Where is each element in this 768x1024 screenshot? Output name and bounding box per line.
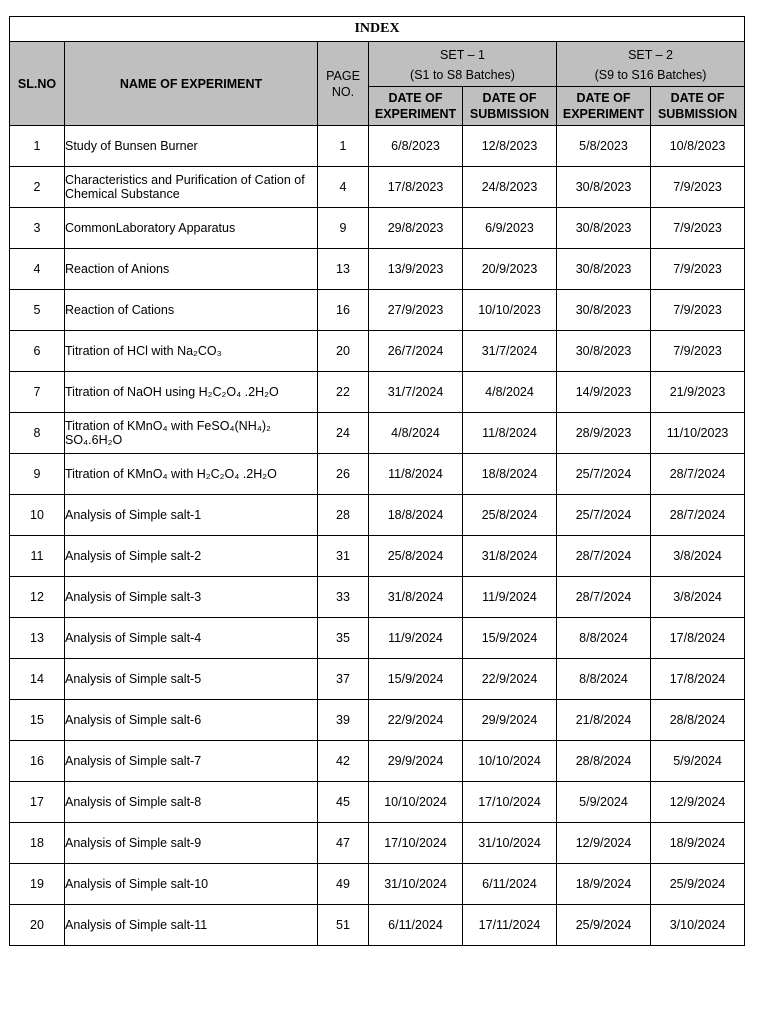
set-1-batches: (S1 to S8 Batches) <box>410 68 515 82</box>
row-experiment-name: Analysis of Simple salt-4 <box>65 618 318 659</box>
row-set-1-date-of-experiment: 13/9/2023 <box>369 249 463 290</box>
row-set-1-date-of-submission: 6/11/2024 <box>463 864 557 905</box>
row-set-1-date-of-submission: 31/10/2024 <box>463 823 557 864</box>
row-experiment-name: Titration of HCl with Na₂CO₃ <box>65 331 318 372</box>
row-set-1-date-of-experiment: 31/10/2024 <box>369 864 463 905</box>
row-set-1-date-of-experiment: 25/8/2024 <box>369 536 463 577</box>
row-page-no: 22 <box>318 372 369 413</box>
row-set-1-date-of-submission: 31/8/2024 <box>463 536 557 577</box>
row-set-2-date-of-submission: 5/9/2024 <box>651 741 745 782</box>
row-sl-no: 3 <box>10 208 65 249</box>
row-set-1-date-of-submission: 11/8/2024 <box>463 413 557 454</box>
row-page-no: 31 <box>318 536 369 577</box>
set-2-date-of-submission: DATE OF SUBMISSION <box>651 87 745 126</box>
row-experiment-name: Analysis of Simple salt-10 <box>65 864 318 905</box>
row-sl-no: 2 <box>10 167 65 208</box>
row-page-no: 26 <box>318 454 369 495</box>
table-row <box>10 372 745 413</box>
row-set-2-date-of-submission: 28/8/2024 <box>651 700 745 741</box>
row-set-1-date-of-experiment: 11/8/2024 <box>369 454 463 495</box>
row-page-no: 13 <box>318 249 369 290</box>
row-set-1-date-of-experiment: 27/9/2023 <box>369 290 463 331</box>
row-set-1-date-of-submission: 12/8/2023 <box>463 126 557 167</box>
table-row <box>10 782 745 823</box>
table-row <box>10 741 745 782</box>
row-page-no: 28 <box>318 495 369 536</box>
row-set-1-date-of-experiment: 6/8/2023 <box>369 126 463 167</box>
row-set-1-date-of-experiment: 17/10/2024 <box>369 823 463 864</box>
row-set-2-date-of-experiment: 5/8/2023 <box>557 126 651 167</box>
row-set-1-date-of-experiment: 4/8/2024 <box>369 413 463 454</box>
row-sl-no: 10 <box>10 495 65 536</box>
row-experiment-name: Analysis of Simple salt-2 <box>65 536 318 577</box>
row-page-no: 4 <box>318 167 369 208</box>
set-2-date-of-experiment: DATE OF EXPERIMENT <box>557 87 651 126</box>
row-experiment-name: Analysis of Simple salt-6 <box>65 700 318 741</box>
table-row <box>10 413 745 454</box>
row-set-2-date-of-experiment: 28/9/2023 <box>557 413 651 454</box>
row-set-2-date-of-experiment: 5/9/2024 <box>557 782 651 823</box>
row-sl-no: 4 <box>10 249 65 290</box>
row-set-1-date-of-experiment: 18/8/2024 <box>369 495 463 536</box>
row-set-1-date-of-submission: 10/10/2023 <box>463 290 557 331</box>
row-set-1-date-of-submission: 11/9/2024 <box>463 577 557 618</box>
row-set-2-date-of-experiment: 30/8/2023 <box>557 249 651 290</box>
row-set-2-date-of-experiment: 18/9/2024 <box>557 864 651 905</box>
set-2-title: SET – 2 <box>628 48 673 62</box>
table-row <box>10 331 745 372</box>
set-1-title: SET – 1 <box>440 48 485 62</box>
row-set-2-date-of-submission: 12/9/2024 <box>651 782 745 823</box>
row-experiment-name: Analysis of Simple salt-11 <box>65 905 318 946</box>
row-experiment-name: Analysis of Simple salt-1 <box>65 495 318 536</box>
table-row <box>10 454 745 495</box>
set-2-batches: (S9 to S16 Batches) <box>594 68 707 82</box>
table-body <box>10 126 745 946</box>
header-set-1 <box>369 42 557 87</box>
row-set-2-date-of-experiment: 25/7/2024 <box>557 495 651 536</box>
row-set-1-date-of-submission: 25/8/2024 <box>463 495 557 536</box>
row-set-1-date-of-experiment: 15/9/2024 <box>369 659 463 700</box>
row-set-2-date-of-submission: 7/9/2023 <box>651 208 745 249</box>
row-sl-no: 14 <box>10 659 65 700</box>
row-sl-no: 15 <box>10 700 65 741</box>
table-row <box>10 905 745 946</box>
index-title: INDEX <box>10 17 745 42</box>
table-row <box>10 290 745 331</box>
table-row <box>10 823 745 864</box>
table-row <box>10 167 745 208</box>
row-experiment-name: Titration of KMnO₄ with FeSO₄(NH₄)₂ SO₄.6H₂O <box>65 413 318 454</box>
row-sl-no: 6 <box>10 331 65 372</box>
index-table <box>9 16 745 946</box>
row-sl-no: 8 <box>10 413 65 454</box>
row-page-no: 49 <box>318 864 369 905</box>
row-sl-no: 18 <box>10 823 65 864</box>
row-experiment-name: Analysis of Simple salt-7 <box>65 741 318 782</box>
row-page-no: 47 <box>318 823 369 864</box>
table-row <box>10 618 745 659</box>
row-set-2-date-of-experiment: 28/7/2024 <box>557 577 651 618</box>
table-row <box>10 864 745 905</box>
row-set-2-date-of-submission: 18/9/2024 <box>651 823 745 864</box>
row-set-1-date-of-submission: 18/8/2024 <box>463 454 557 495</box>
row-set-1-date-of-submission: 6/9/2023 <box>463 208 557 249</box>
row-set-1-date-of-experiment: 6/11/2024 <box>369 905 463 946</box>
row-experiment-name: Analysis of Simple salt-5 <box>65 659 318 700</box>
row-experiment-name: Characteristics and Purification of Cation of Chemical Substance <box>65 167 318 208</box>
row-sl-no: 1 <box>10 126 65 167</box>
table-row <box>10 700 745 741</box>
row-experiment-name: Analysis of Simple salt-8 <box>65 782 318 823</box>
set-1-date-of-submission: DATE OF SUBMISSION <box>463 87 557 126</box>
row-sl-no: 12 <box>10 577 65 618</box>
row-set-2-date-of-experiment: 12/9/2024 <box>557 823 651 864</box>
row-set-1-date-of-submission: 10/10/2024 <box>463 741 557 782</box>
row-set-2-date-of-submission: 17/8/2024 <box>651 618 745 659</box>
row-set-2-date-of-experiment: 21/8/2024 <box>557 700 651 741</box>
row-set-1-date-of-submission: 29/9/2024 <box>463 700 557 741</box>
row-set-2-date-of-experiment: 25/7/2024 <box>557 454 651 495</box>
header-experiment-name: NAME OF EXPERIMENT <box>65 42 318 126</box>
row-set-1-date-of-experiment: 11/9/2024 <box>369 618 463 659</box>
row-set-2-date-of-submission: 3/10/2024 <box>651 905 745 946</box>
row-experiment-name: Titration of NaOH using H₂C₂O₄ .2H₂O <box>65 372 318 413</box>
row-experiment-name: Titration of KMnO₄ with H₂C₂O₄ .2H₂O <box>65 454 318 495</box>
row-set-2-date-of-submission: 7/9/2023 <box>651 167 745 208</box>
set-1-date-of-experiment: DATE OF EXPERIMENT <box>369 87 463 126</box>
row-page-no: 20 <box>318 331 369 372</box>
row-set-2-date-of-submission: 3/8/2024 <box>651 577 745 618</box>
row-page-no: 42 <box>318 741 369 782</box>
row-set-2-date-of-experiment: 30/8/2023 <box>557 290 651 331</box>
row-set-2-date-of-experiment: 14/9/2023 <box>557 372 651 413</box>
table-row <box>10 659 745 700</box>
row-set-1-date-of-submission: 17/10/2024 <box>463 782 557 823</box>
row-set-1-date-of-experiment: 17/8/2023 <box>369 167 463 208</box>
row-sl-no: 9 <box>10 454 65 495</box>
row-set-2-date-of-submission: 11/10/2023 <box>651 413 745 454</box>
header-slno: SL.NO <box>10 42 65 126</box>
row-set-1-date-of-experiment: 10/10/2024 <box>369 782 463 823</box>
row-set-1-date-of-experiment: 31/7/2024 <box>369 372 463 413</box>
row-set-2-date-of-experiment: 28/8/2024 <box>557 741 651 782</box>
row-set-2-date-of-submission: 21/9/2023 <box>651 372 745 413</box>
row-set-2-date-of-experiment: 30/8/2023 <box>557 331 651 372</box>
row-set-1-date-of-submission: 4/8/2024 <box>463 372 557 413</box>
row-set-1-date-of-experiment: 31/8/2024 <box>369 577 463 618</box>
row-sl-no: 16 <box>10 741 65 782</box>
row-set-1-date-of-experiment: 29/8/2023 <box>369 208 463 249</box>
table-row <box>10 208 745 249</box>
row-experiment-name: Analysis of Simple salt-3 <box>65 577 318 618</box>
row-set-1-date-of-submission: 15/9/2024 <box>463 618 557 659</box>
row-set-2-date-of-submission: 7/9/2023 <box>651 331 745 372</box>
row-set-1-date-of-experiment: 26/7/2024 <box>369 331 463 372</box>
table-row <box>10 126 745 167</box>
row-set-2-date-of-submission: 28/7/2024 <box>651 454 745 495</box>
row-page-no: 39 <box>318 700 369 741</box>
row-set-1-date-of-submission: 24/8/2023 <box>463 167 557 208</box>
row-set-1-date-of-submission: 17/11/2024 <box>463 905 557 946</box>
header-set-2 <box>557 42 745 87</box>
row-set-2-date-of-submission: 3/8/2024 <box>651 536 745 577</box>
row-page-no: 9 <box>318 208 369 249</box>
row-set-2-date-of-submission: 28/7/2024 <box>651 495 745 536</box>
row-experiment-name: Reaction of Cations <box>65 290 318 331</box>
row-sl-no: 7 <box>10 372 65 413</box>
row-set-2-date-of-experiment: 8/8/2024 <box>557 659 651 700</box>
row-set-2-date-of-submission: 7/9/2023 <box>651 249 745 290</box>
row-page-no: 1 <box>318 126 369 167</box>
row-page-no: 33 <box>318 577 369 618</box>
row-set-1-date-of-submission: 20/9/2023 <box>463 249 557 290</box>
row-experiment-name: CommonLaboratory Apparatus <box>65 208 318 249</box>
row-page-no: 24 <box>318 413 369 454</box>
row-sl-no: 5 <box>10 290 65 331</box>
row-set-2-date-of-submission: 17/8/2024 <box>651 659 745 700</box>
row-set-2-date-of-submission: 7/9/2023 <box>651 290 745 331</box>
row-page-no: 51 <box>318 905 369 946</box>
row-set-2-date-of-submission: 25/9/2024 <box>651 864 745 905</box>
row-set-2-date-of-experiment: 30/8/2023 <box>557 167 651 208</box>
row-page-no: 35 <box>318 618 369 659</box>
table-row <box>10 577 745 618</box>
row-page-no: 37 <box>318 659 369 700</box>
table-row <box>10 495 745 536</box>
header-page-no: PAGE NO. <box>318 42 369 126</box>
row-set-2-date-of-experiment: 28/7/2024 <box>557 536 651 577</box>
row-set-1-date-of-experiment: 29/9/2024 <box>369 741 463 782</box>
row-sl-no: 20 <box>10 905 65 946</box>
row-set-1-date-of-experiment: 22/9/2024 <box>369 700 463 741</box>
row-set-2-date-of-experiment: 8/8/2024 <box>557 618 651 659</box>
row-set-2-date-of-experiment: 30/8/2023 <box>557 208 651 249</box>
row-set-2-date-of-experiment: 25/9/2024 <box>557 905 651 946</box>
row-experiment-name: Reaction of Anions <box>65 249 318 290</box>
row-experiment-name: Study of Bunsen Burner <box>65 126 318 167</box>
row-sl-no: 13 <box>10 618 65 659</box>
row-sl-no: 19 <box>10 864 65 905</box>
row-set-1-date-of-submission: 31/7/2024 <box>463 331 557 372</box>
table-row <box>10 536 745 577</box>
row-sl-no: 17 <box>10 782 65 823</box>
row-page-no: 16 <box>318 290 369 331</box>
row-set-1-date-of-submission: 22/9/2024 <box>463 659 557 700</box>
table-row <box>10 249 745 290</box>
row-set-2-date-of-submission: 10/8/2023 <box>651 126 745 167</box>
row-sl-no: 11 <box>10 536 65 577</box>
row-experiment-name: Analysis of Simple salt-9 <box>65 823 318 864</box>
row-page-no: 45 <box>318 782 369 823</box>
